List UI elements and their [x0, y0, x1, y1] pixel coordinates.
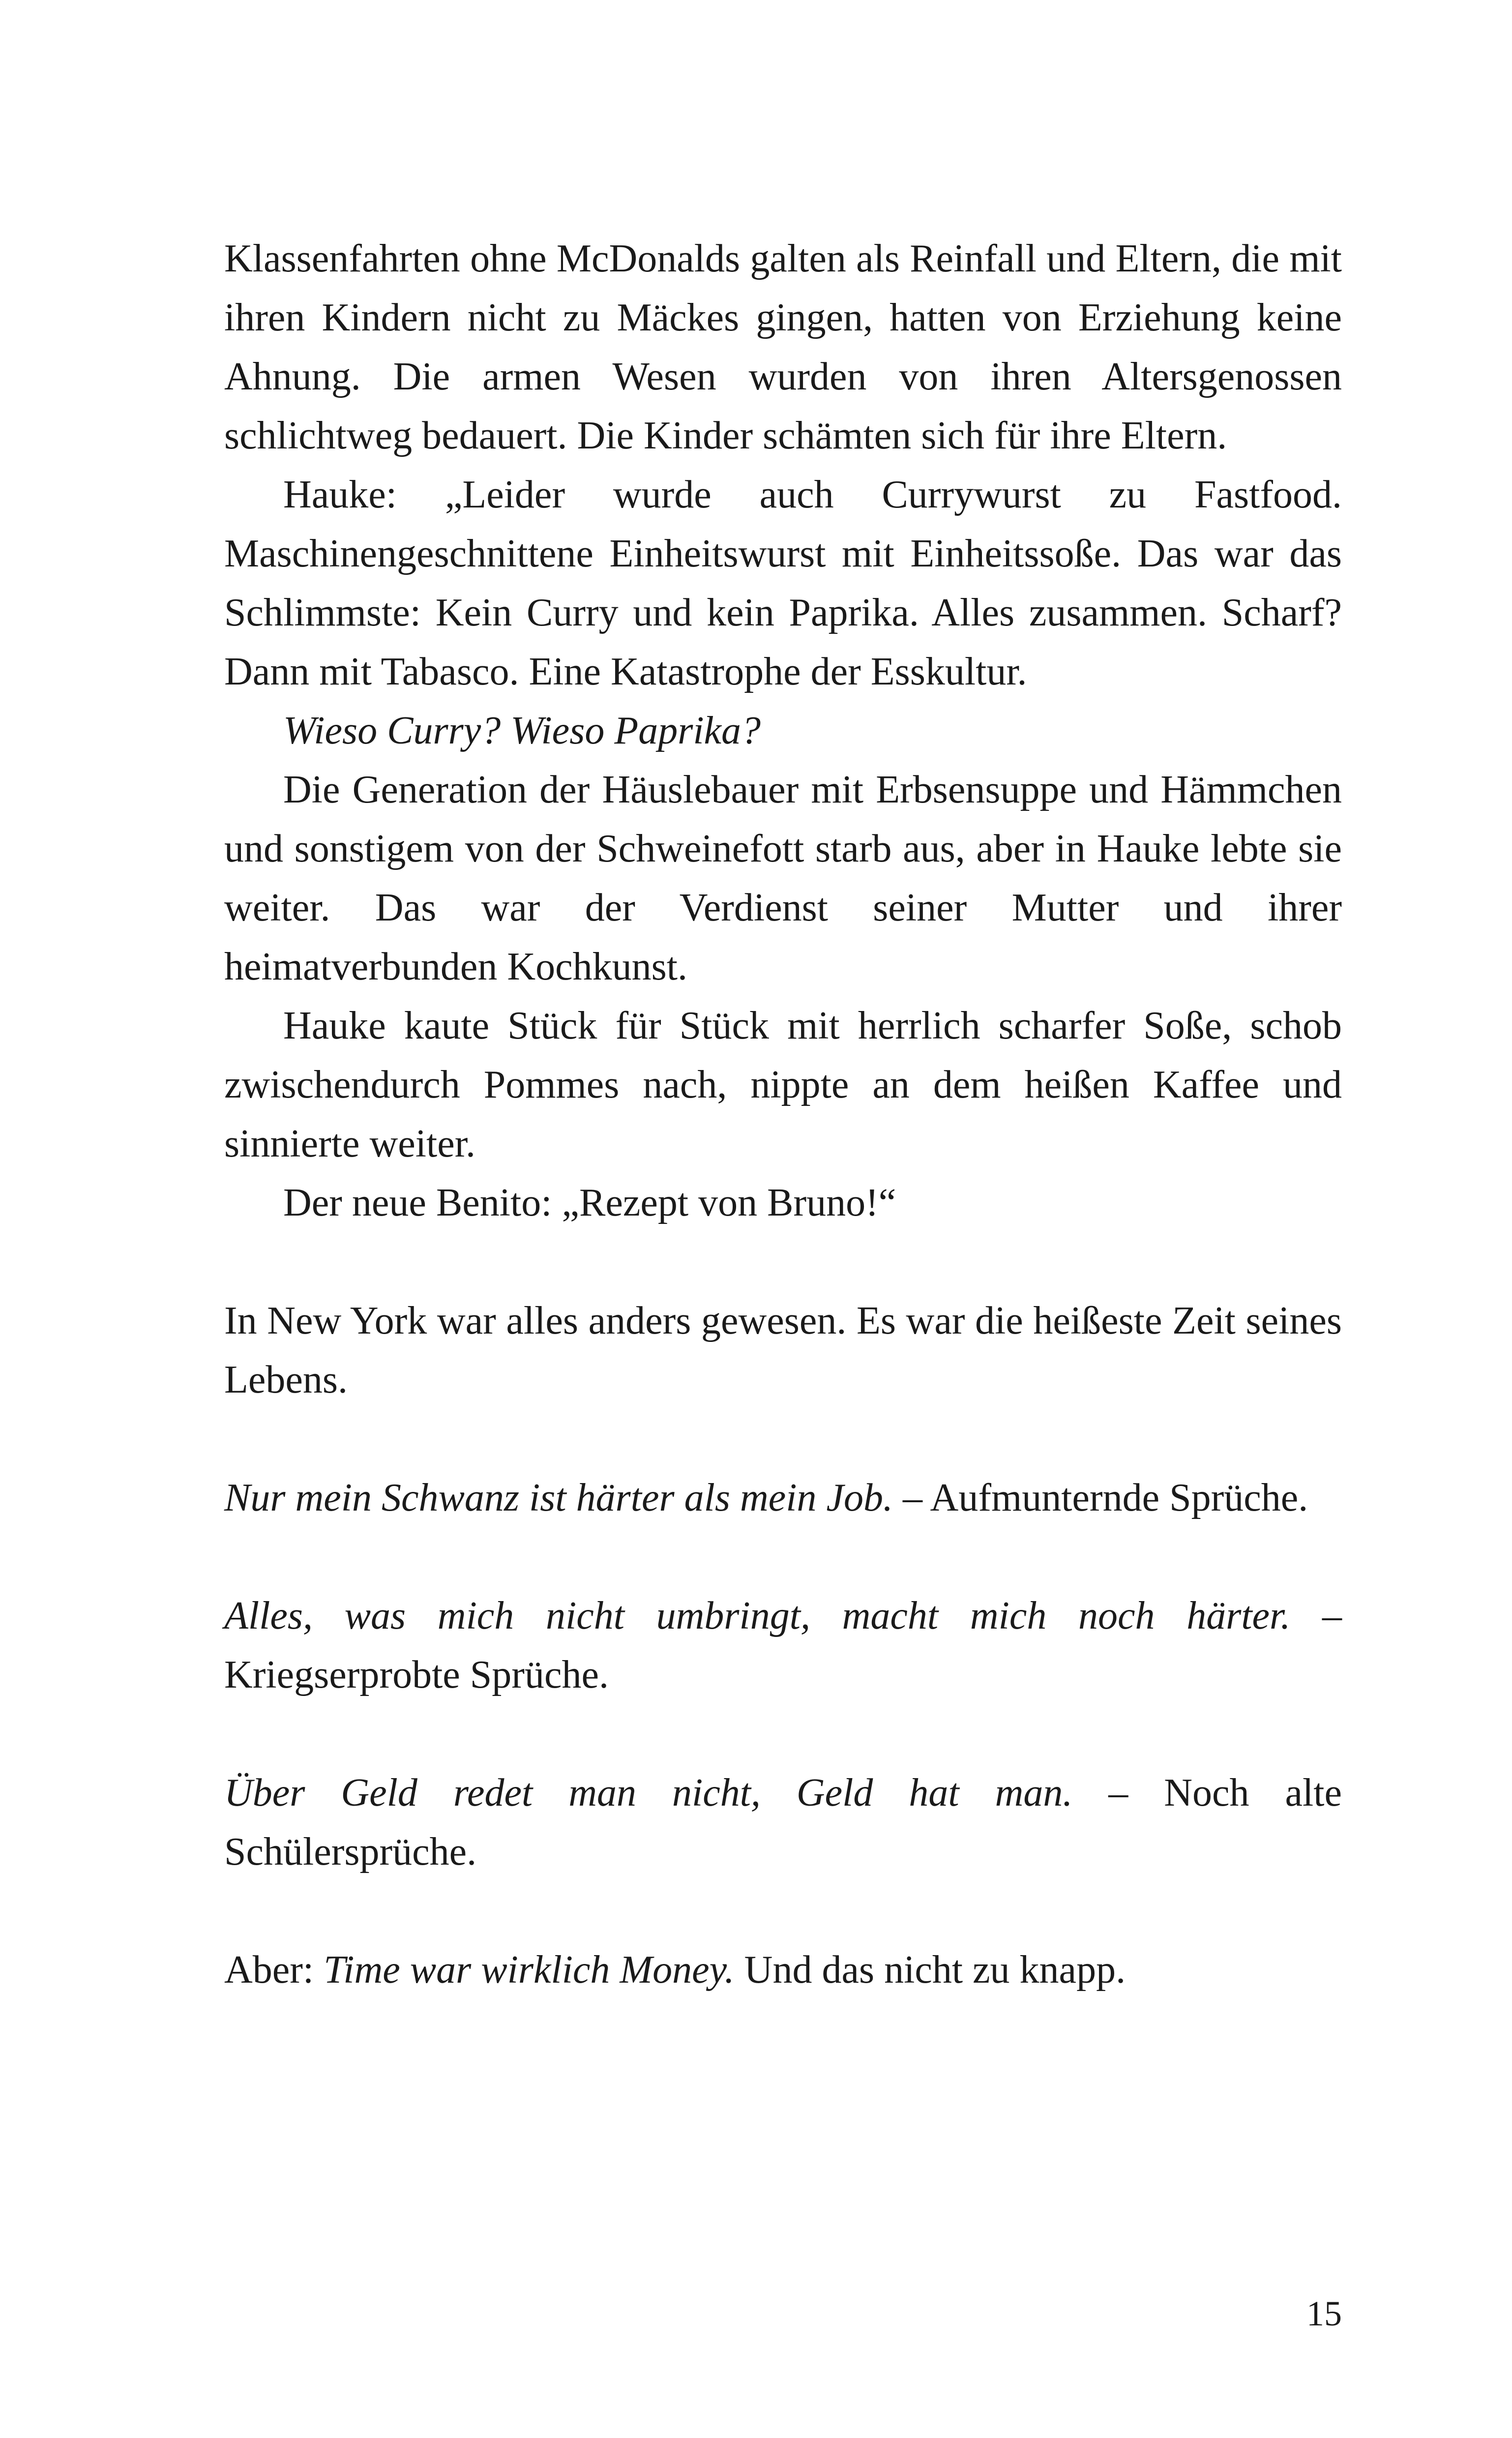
- paragraph-3: [224, 701, 1342, 760]
- paragraph-10: [224, 1763, 1342, 1881]
- paragraph-text: Die Generation der Häuslebauer mit Erbsensuppe und Hämmchen und sonstigem von der Schweinefott starb aus, aber in Hauke lebte sie weiter. Das war der Verdienst seiner Mutter und ihrer heimatverbunden Kochkunst.: [224, 768, 1342, 988]
- italic-text: Wieso Curry? Wieso Paprika?: [283, 709, 761, 752]
- body-text: [224, 229, 1342, 1999]
- italic-text: Über Geld redet man nicht, Geld hat man.: [224, 1771, 1073, 1814]
- paragraph-text: In New York war alles anders gewesen. Es war die heißeste Zeit seines Lebens.: [224, 1299, 1342, 1401]
- page-number: 15: [1306, 2294, 1342, 2333]
- paragraph-text: – Noch alte Schülersprüche.: [224, 1771, 1342, 1873]
- paragraph-prefix: Aber:: [224, 1948, 324, 1992]
- paragraph-6: [224, 1173, 1342, 1232]
- paragraph-1: [224, 229, 1342, 465]
- paragraph-4: [224, 760, 1342, 996]
- paragraph-7: [224, 1291, 1342, 1409]
- paragraph-text: Und das nicht zu knapp.: [734, 1948, 1126, 1992]
- paragraph-text: Der neue Benito: „Rezept von Bruno!“: [283, 1181, 896, 1224]
- paragraph-9: [224, 1586, 1342, 1704]
- paragraph-5: [224, 996, 1342, 1173]
- italic-text: Alles, was mich nicht umbringt, macht mich noch härter.: [224, 1594, 1291, 1637]
- paragraph-text: – Kriegserprobte Sprüche.: [224, 1594, 1342, 1696]
- italic-text: Time war wirklich Money.: [324, 1948, 735, 1992]
- paragraph-2: [224, 465, 1342, 701]
- paragraph-text: Klassenfahrten ohne McDonalds galten als Reinfall und Eltern, die mit ihren Kindern nicht zu Mäckes gingen, hatten von Erziehung keine Ahnung. Die armen Wesen wurden von ihren Altersgenossen schlichtweg bedauert. Die Kinder schämten sich für ihre Eltern.: [224, 237, 1342, 457]
- paragraph-text: – Aufmunternde Sprüche.: [892, 1476, 1308, 1519]
- paragraph-text: Hauke: „Leider wurde auch Currywurst zu Fastfood. Maschinengeschnittene Einheitswurst mit Einheitssoße. Das war das Schlimmste: Kein Curry und kein Paprika. Alles zusammen. Scharf? Dann mit Tabasco. Eine Katastrophe der Esskultur.: [224, 473, 1342, 693]
- paragraph-11: [224, 1940, 1342, 1999]
- paragraph-8: [224, 1468, 1342, 1527]
- italic-text: Nur mein Schwanz ist härter als mein Job.: [224, 1476, 893, 1519]
- paragraph-text: Hauke kaute Stück für Stück mit herrlich scharfer Soße, schob zwischendurch Pommes nach, nippte an dem heißen Kaffee und sinnierte weiter.: [224, 1004, 1342, 1165]
